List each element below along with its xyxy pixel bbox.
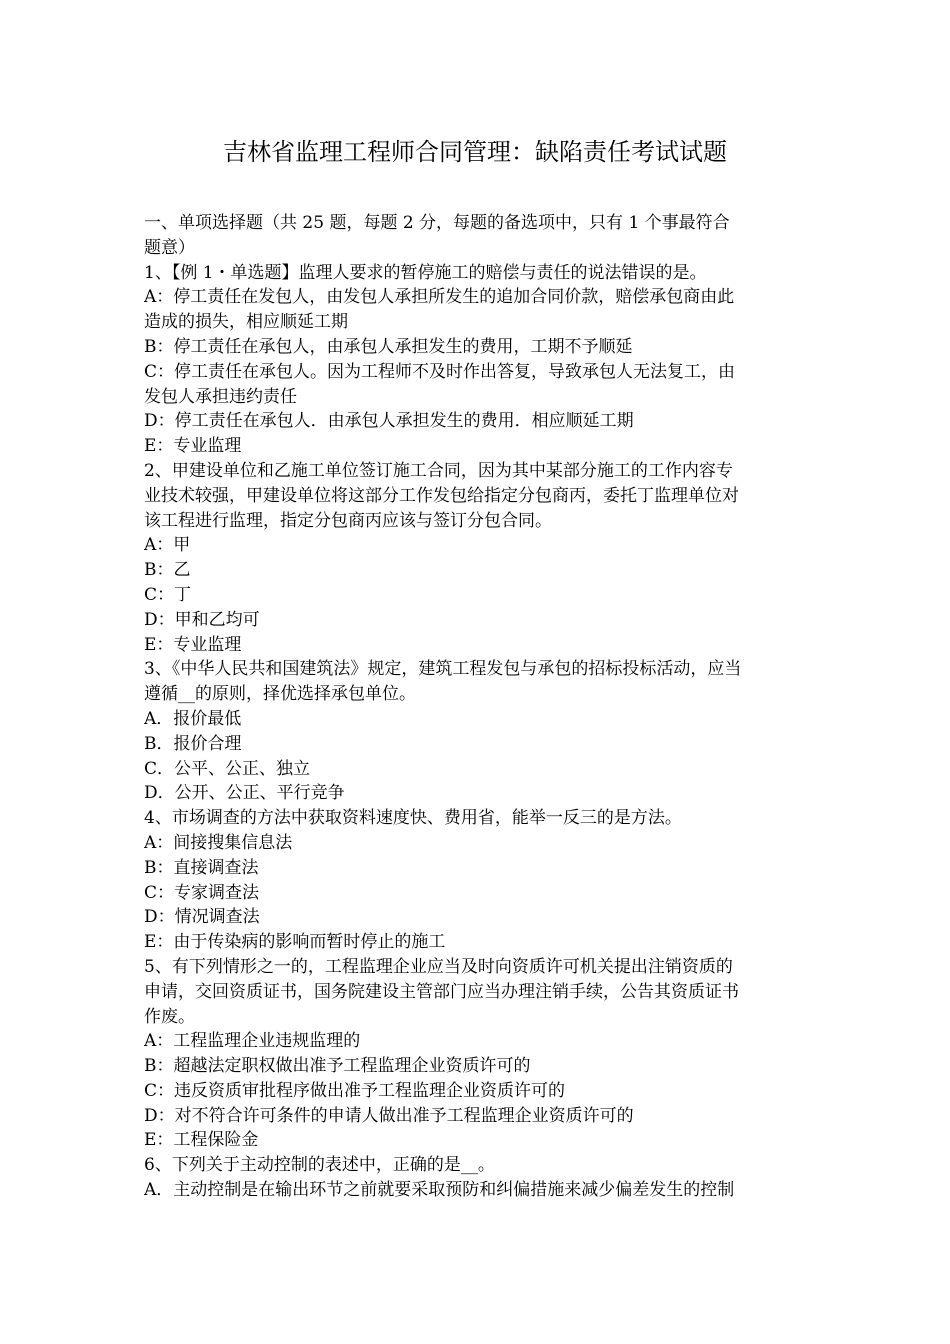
q5-option-c: C：违反资质审批程序做出准予工程监理企业资质许可的	[144, 1080, 566, 1101]
q1-option-d: D：停工责任在承包人．由承包人承担发生的费用．相应顺延工期	[144, 411, 634, 432]
q3-option-c: C．公平、公正、独立	[144, 758, 311, 779]
section-heading-cont: 题意）	[144, 237, 195, 258]
page-title: 吉林省监理工程师合同管理：缺陷责任考试试题	[223, 138, 727, 166]
q1-option-b: B：停工责任在承包人，由承包人承担发生的费用，工期不予顺延	[144, 336, 633, 357]
document-body	[144, 211, 808, 1203]
q1-option-a-cont: 造成的损失，相应顺延工期	[144, 312, 348, 333]
q5-option-d: D：对不符合许可条件的申请人做出准予工程监理企业资质许可的	[144, 1105, 634, 1126]
question-2-cont: 该工程进行监理，指定分包商丙应该与签订分包合同。	[144, 510, 552, 531]
q4-option-b: B：直接调查法	[144, 857, 259, 878]
q2-option-c: C：丁	[144, 584, 192, 605]
q1-option-c: C：停工责任在承包人。因为工程师不及时作出答复，导致承包人无法复工，由	[144, 361, 736, 382]
question-5-cont: 申请，交回资质证书，国务院建设主管部门应当办理注销手续，公告其资质证书	[144, 981, 739, 1002]
q2-option-e: E：专业监理	[144, 634, 242, 655]
question-2-cont: 业技术较强，甲建设单位将这部分工作发包给指定分包商丙，委托丁监理单位对	[144, 485, 739, 506]
q6-option-a: A．主动控制是在输出环节之前就要采取预防和纠偏措施来减少偏差发生的控制	[144, 1180, 735, 1201]
q5-option-a: A：工程监理企业违规监理的	[144, 1031, 361, 1052]
q3-option-d: D．公开、公正、平行竞争	[144, 783, 345, 804]
q3-option-a: A．报价最低	[144, 708, 242, 729]
section-heading: 一、单项选择题（共 25 题，每题 2 分，每题的备选项中，只有 1 个事最符合	[144, 213, 730, 233]
q2-option-a: A：甲	[144, 535, 191, 556]
q4-option-a: A：间接搜集信息法	[144, 832, 293, 853]
q3-option-b: B．报价合理	[144, 733, 242, 754]
question-3: 3、《中华人民共和国建筑法》规定，建筑工程发包与承包的招标投标活动，应当	[144, 659, 742, 680]
q2-option-d: D：甲和乙均可	[144, 609, 260, 630]
q4-option-e: E：由于传染病的影响而暂时停止的施工	[144, 932, 446, 953]
question-3-cont: 遵循__的原则，择优选择承包单位。	[144, 684, 416, 705]
question-6: 6、下列关于主动控制的表述中，正确的是__。	[144, 1155, 495, 1176]
q5-option-e: E：工程保险金	[144, 1130, 259, 1151]
q5-option-b: B：超越法定职权做出准予工程监理企业资质许可的	[144, 1056, 531, 1077]
question-2: 2、甲建设单位和乙施工单位签订施工合同，因为其中某部分施工的工作内容专	[144, 460, 733, 481]
q1-option-e: E：专业监理	[144, 436, 242, 457]
question-5: 5、有下列情形之一的，工程监理企业应当及时向资质许可机关提出注销资质的	[144, 956, 733, 977]
question-5-cont: 作废。	[144, 1006, 195, 1027]
q1-option-c-cont: 发包人承担违约责任	[144, 386, 297, 407]
q4-option-d: D：情况调查法	[144, 907, 260, 928]
q1-option-a: A：停工责任在发包人，由发包人承担所发生的追加合同价款，赔偿承包商由此	[144, 287, 735, 308]
question-1: 1、【例 1・单选题】监理人要求的暂停施工的赔偿与责任的说法错误的是。	[144, 262, 707, 283]
q4-option-c: C：专家调查法	[144, 882, 260, 903]
question-4: 4、市场调查的方法中获取资料速度快、费用省，能举一反三的是方法。	[144, 808, 682, 829]
q2-option-b: B：乙	[144, 560, 191, 581]
